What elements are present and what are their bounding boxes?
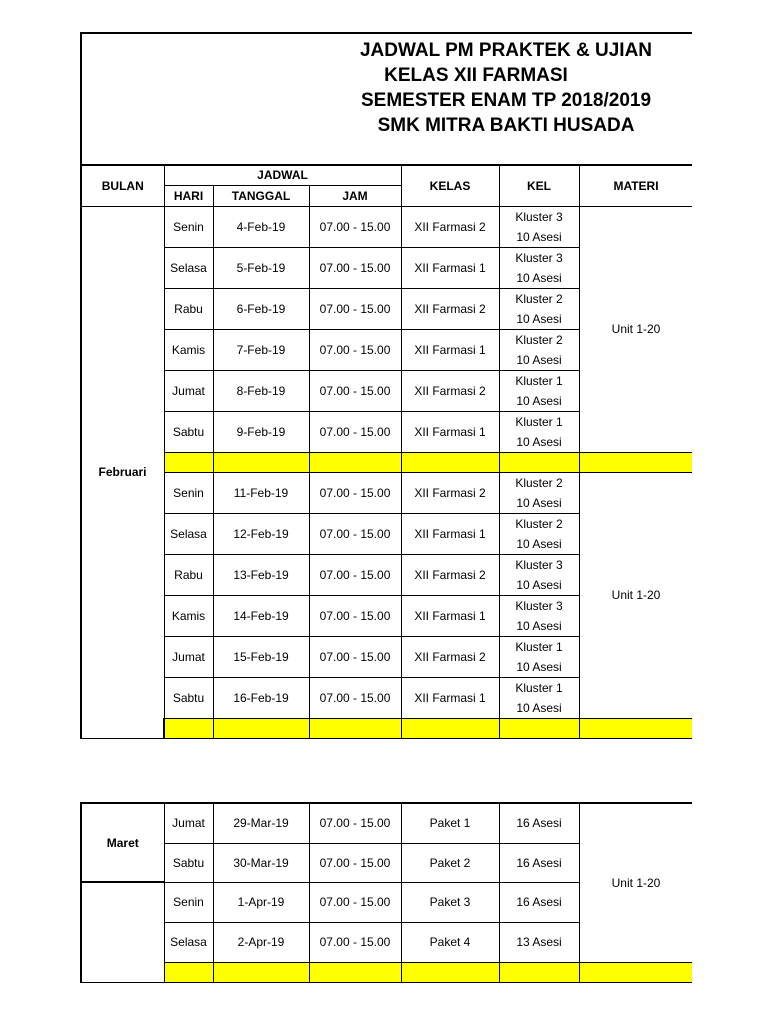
yellow-cell [213,452,309,472]
yellow-cell [401,962,499,982]
yellow-cell [579,962,692,982]
kel-asesi: 10 Asesi [516,577,562,592]
cell-kelas: Paket 4 [401,922,499,962]
cell-hari: Selasa [164,247,213,288]
cell-jam: 07.00 - 15.00 [309,288,401,329]
cell-kelas: XII Farmasi 2 [401,206,499,247]
yellow-cell [309,718,401,738]
februari-table [80,164,692,739]
cell-kelas: XII Farmasi 1 [401,247,499,288]
cell-hari: Jumat [164,370,213,411]
yellow-cell [164,718,213,738]
cell-kelas: XII Farmasi 1 [401,513,499,554]
cell-kelas: XII Farmasi 1 [401,677,499,718]
cell-hari: Kamis [164,329,213,370]
cell-jam: 07.00 - 15.00 [309,513,401,554]
cell-tanggal: 1-Apr-19 [213,882,309,922]
kel-kluster: Kluster 3 [515,250,563,265]
title-line-1: JADWAL PM PRAKTEK & UJIAN [359,40,653,61]
cell-kelas: XII Farmasi 1 [401,411,499,452]
header-tanggal: TANGGAL [213,185,309,206]
cell-tanggal: 30-Mar-19 [213,843,309,882]
cell-kel [499,554,579,595]
yellow-cell [164,962,213,982]
cell-jam: 07.00 - 15.00 [309,329,401,370]
cell-tanggal: 15-Feb-19 [213,636,309,677]
cell-kel: 16 Asesi [499,882,579,922]
kel-kluster: Kluster 2 [515,475,563,490]
kel-kluster: Kluster 2 [515,332,563,347]
cell-hari: Senin [164,206,213,247]
cell-kel: 13 Asesi [499,922,579,962]
cell-jam: 07.00 - 15.00 [309,922,401,962]
bulan-maret: Maret [81,803,164,882]
kel-asesi: 10 Asesi [516,229,562,244]
kel-asesi: 10 Asesi [516,700,562,715]
cell-hari: Jumat [164,636,213,677]
cell-jam: 07.00 - 15.00 [309,882,401,922]
kel-kluster: Kluster 3 [515,209,563,224]
kel-asesi: 10 Asesi [516,659,562,674]
header-hari: HARI [164,185,213,206]
cell-kelas: Paket 3 [401,882,499,922]
kel-kluster: Kluster 1 [515,680,563,695]
yellow-cell [213,718,309,738]
cell-hari: Senin [164,882,213,922]
cell-tanggal: 4-Feb-19 [213,206,309,247]
title-line-4: SMK MITRA BAKTI HUSADA [377,115,635,136]
table-row [81,472,692,513]
cell-materi-week1: Unit 1-20 [579,206,692,452]
cell-jam: 07.00 - 15.00 [309,206,401,247]
bulan-april [81,882,164,982]
cell-jam: 07.00 - 15.00 [309,636,401,677]
cell-kelas: XII Farmasi 1 [401,329,499,370]
kel-kluster: Kluster 2 [515,291,563,306]
yellow-cell [309,962,401,982]
yellow-cell [164,452,213,472]
cell-jam: 07.00 - 15.00 [309,472,401,513]
cell-tanggal: 14-Feb-19 [213,595,309,636]
cell-hari: Jumat [164,803,213,843]
title-line-2: KELAS XII FARMASI [384,65,568,86]
cell-jam: 07.00 - 15.00 [309,247,401,288]
cell-jam: 07.00 - 15.00 [309,411,401,452]
cell-kelas: Paket 2 [401,843,499,882]
maret-table [80,802,692,983]
cell-kel: 16 Asesi [499,843,579,882]
kel-asesi: 10 Asesi [516,393,562,408]
kel-asesi: 10 Asesi [516,434,562,449]
cell-tanggal: 29-Mar-19 [213,803,309,843]
yellow-cell [499,452,579,472]
cell-jam: 07.00 - 15.00 [309,803,401,843]
cell-kel [499,513,579,554]
yellow-cell [499,962,579,982]
cell-jam: 07.00 - 15.00 [309,370,401,411]
header-materi: MATERI [579,165,692,206]
cell-jam: 07.00 - 15.00 [309,843,401,882]
cell-kelas: XII Farmasi 2 [401,288,499,329]
bulan-februari: Februari [81,206,164,738]
header-jadwal: JADWAL [164,165,401,185]
cell-hari: Rabu [164,554,213,595]
kel-kluster: Kluster 2 [515,516,563,531]
cell-kel [499,329,579,370]
yellow-separator-row [81,452,692,472]
cell-tanggal: 5-Feb-19 [213,247,309,288]
header-kelas: KELAS [401,165,499,206]
title-line-3: SEMESTER ENAM TP 2018/2019 [360,90,652,111]
cell-kel [499,595,579,636]
yellow-separator-row [81,718,692,738]
kel-asesi: 10 Asesi [516,352,562,367]
cell-hari: Sabtu [164,411,213,452]
cell-kel [499,206,579,247]
cell-jam: 07.00 - 15.00 [309,554,401,595]
title-block [80,32,692,166]
table-row [81,206,692,247]
kel-asesi: 10 Asesi [516,536,562,551]
cell-tanggal: 12-Feb-19 [213,513,309,554]
cell-kel: 16 Asesi [499,803,579,843]
cell-tanggal: 13-Feb-19 [213,554,309,595]
cell-kel [499,370,579,411]
cell-tanggal: 6-Feb-19 [213,288,309,329]
cell-jam: 07.00 - 15.00 [309,677,401,718]
cell-materi-week2: Unit 1-20 [579,472,692,718]
cell-tanggal: 7-Feb-19 [213,329,309,370]
kel-kluster: Kluster 1 [515,373,563,388]
header-bulan: BULAN [81,165,164,206]
cell-kelas: XII Farmasi 1 [401,595,499,636]
cell-hari: Sabtu [164,843,213,882]
kel-kluster: Kluster 1 [515,639,563,654]
cell-hari: Selasa [164,513,213,554]
cell-hari: Senin [164,472,213,513]
cell-kel [499,247,579,288]
cell-tanggal: 9-Feb-19 [213,411,309,452]
kel-asesi: 10 Asesi [516,618,562,633]
cell-materi-maret: Unit 1-20 [579,803,692,962]
header-jam: JAM [309,185,401,206]
cell-tanggal: 2-Apr-19 [213,922,309,962]
cell-hari: Kamis [164,595,213,636]
cell-hari: Selasa [164,922,213,962]
cell-tanggal: 16-Feb-19 [213,677,309,718]
cell-kelas: XII Farmasi 2 [401,370,499,411]
cell-kel [499,472,579,513]
cell-kelas: XII Farmasi 2 [401,472,499,513]
cell-kel [499,677,579,718]
kel-kluster: Kluster 3 [515,598,563,613]
table-row [81,803,692,843]
kel-kluster: Kluster 3 [515,557,563,572]
cell-tanggal: 8-Feb-19 [213,370,309,411]
cell-kelas: XII Farmasi 2 [401,636,499,677]
cell-jam: 07.00 - 15.00 [309,595,401,636]
yellow-separator-row [81,962,692,982]
kel-asesi: 10 Asesi [516,311,562,326]
yellow-cell [213,962,309,982]
cell-kel [499,411,579,452]
yellow-cell [579,452,692,472]
header-kel: KEL [499,165,579,206]
kel-asesi: 10 Asesi [516,270,562,285]
cell-kel [499,288,579,329]
cell-hari: Sabtu [164,677,213,718]
kel-asesi: 10 Asesi [516,495,562,510]
yellow-cell [499,718,579,738]
yellow-cell [401,452,499,472]
cell-kel [499,636,579,677]
cell-kelas: Paket 1 [401,803,499,843]
cell-hari: Rabu [164,288,213,329]
cell-kelas: XII Farmasi 2 [401,554,499,595]
yellow-cell [579,718,692,738]
yellow-cell [309,452,401,472]
kel-kluster: Kluster 1 [515,414,563,429]
yellow-cell [401,718,499,738]
cell-tanggal: 11-Feb-19 [213,472,309,513]
